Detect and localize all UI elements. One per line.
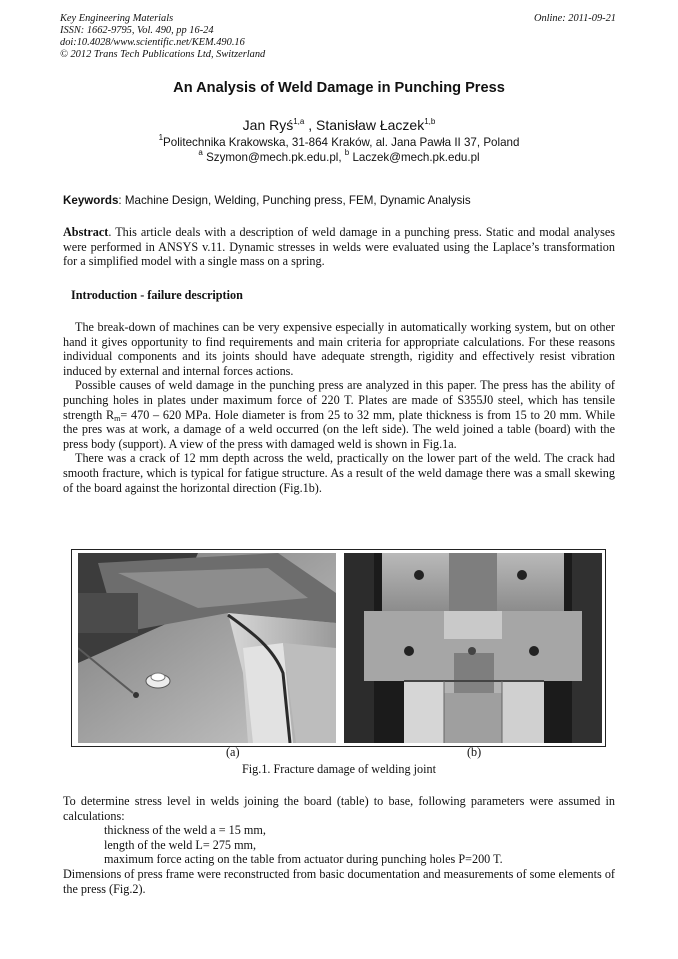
calc-parameters — [63, 794, 615, 896]
abstract-text: . This article deals with a description of weld damage in a punching press. Static and modal analyses were performed in ANSYS v.11. Dynamic stresses in welds were evaluated using the Laplace’s transformation for a simplified model with a single mass on a spring. — [63, 225, 615, 269]
author-2-name: Stanisław Łaczek — [316, 117, 425, 133]
photo-a-image — [78, 553, 336, 743]
param-item-2: length of the weld L= 275 mm, — [104, 837, 257, 852]
intro-p2-start: Possible causes of weld damage in the punching press are analyzed in this paper. The press has the ability of punching holes in plates under maximum force of 220 T. Plates are made of S355J0 steel, which has tensile strength R — [63, 378, 615, 422]
photo-a-weld-crack — [78, 553, 336, 743]
figure-caption: Fig.1. Fracture damage of welding joint — [242, 762, 436, 776]
paper-title: An Analysis of Weld Damage in Punching Press — [173, 80, 505, 96]
intro-body — [63, 320, 615, 495]
figure-label-a: (a) — [226, 745, 240, 759]
email-line — [0, 148, 678, 164]
abstract — [63, 225, 615, 269]
intro-paragraph-2 — [63, 378, 615, 451]
keywords-text: : Machine Design, Welding, Punching press, FEM, Dynamic Analysis — [118, 194, 471, 207]
param-item-3: maximum force acting on the table from actuator during punching holes P=200 T. — [104, 852, 503, 867]
section-heading — [71, 288, 623, 303]
email-a[interactable]: Szymon@mech.pk.edu.pl, — [202, 151, 345, 164]
online-date: Online: 2011-09-21 — [533, 13, 616, 24]
email-a-sup: a — [198, 148, 203, 157]
issn-line: ISSN: 1662-9795, Vol. 490, pp 16-24 — [60, 25, 214, 36]
figure-1 — [71, 549, 606, 747]
keywords — [63, 194, 615, 209]
author-list — [0, 117, 678, 133]
author-1-sup: 1,a — [293, 117, 305, 126]
intro-p2-end: = 470 – 620 MPa. Hole diameter is from 25 to 32 mm, plate thickness is from 15 to 20 mm. While the pres was at work, a damage of a weld occurred (on the left side). The weld joined a table (board) with the press body (support). A view of the press with damaged weld is shown in Fig.1a. — [63, 407, 615, 451]
journal-header — [60, 13, 616, 61]
copyright-line: © 2012 Trans Tech Publications Ltd, Switzerland — [60, 49, 266, 60]
author-2-sup: 1,b — [424, 117, 436, 126]
affiliation-text: Politechnika Krakowska, 31-864 Kraków, al. Jana Pawła II 37, Poland — [163, 136, 520, 149]
intro-p2-subscript: m — [114, 413, 121, 423]
abstract-label: Abstract — [63, 225, 109, 239]
calc-intro: To determine stress level in welds joining the board (table) to base, following parameters were assumed in calculations: — [63, 794, 615, 823]
keywords-label: Keywords — [63, 194, 119, 207]
param-item-1: thickness of the weld a = 15 mm, — [104, 823, 266, 838]
author-separator: , — [304, 117, 317, 133]
journal-name: Key Engineering Materials — [60, 13, 174, 24]
intro-paragraph-3: There was a crack of 12 mm depth across the weld, practically on the lower part of the weld. The crack had smooth fracture, which is typical for fatigue structure. As a result of the weld damage there was a small skewing of the board against the horizontal direction (Fig.1b). — [63, 451, 615, 495]
author-1-name: Jan Ryś — [242, 117, 294, 133]
doi-line[interactable]: doi:10.4028/www.scientific.net/KEM.490.16 — [60, 37, 245, 48]
email-b[interactable]: Laczek@mech.pk.edu.pl — [349, 151, 480, 164]
photo-b-image — [344, 553, 602, 743]
dimensions-paragraph: Dimensions of press frame were reconstructed from basic documentation and measurements of some elements of the press (Fig.2). — [63, 866, 615, 896]
intro-heading: Introduction - failure description — [71, 288, 243, 302]
intro-paragraph-1: The break-down of machines can be very expensive especially in automatically working system, but on other hand it gives opportunity to find requirements and main criteria for appropriate calculations. For these reasons individual components and its joints should have adequate strength, rigidity and effectively resist vibration induced by external and internal forces actions. — [63, 320, 615, 378]
affiliation — [0, 133, 678, 149]
figure-label-b: (b) — [467, 745, 482, 759]
photo-b-board-skew — [344, 553, 602, 743]
affiliation-sup: 1 — [158, 133, 164, 142]
email-b-sup: b — [344, 148, 350, 157]
